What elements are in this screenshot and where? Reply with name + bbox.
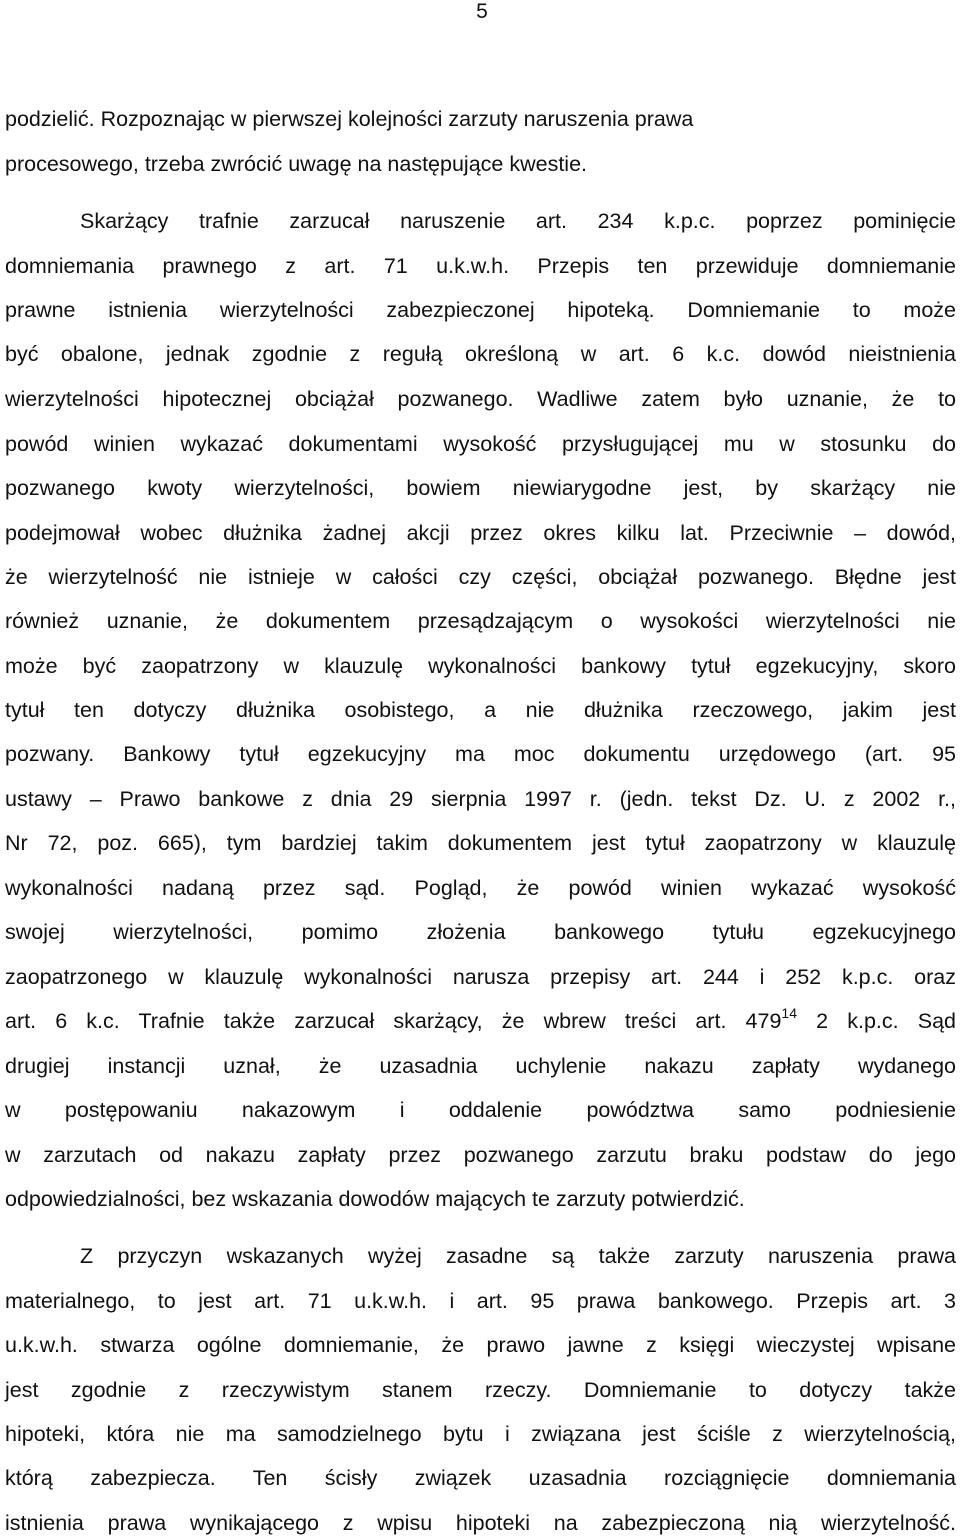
text-line-19: swojej wierzytelności, pomimo złożenia bankowego tytułu egzekucyjnego [5, 920, 956, 944]
text-line-17: Nr 72, poz. 665), tym bardziej takim dokumentem jest tytuł zaopatrzony w klauzulę [5, 831, 956, 855]
text-line-18: wykonalności nadaną przez sąd. Pogląd, że powód winien wykazać wysokość [5, 876, 956, 900]
text-line-21-tail: 2 k.p.c. Sąd [797, 1009, 956, 1033]
superscript-14: 14 [781, 1004, 797, 1021]
text-line-24: w zarzutach od nakazu zapłaty przez pozwanego zarzutu braku podstaw do jego [5, 1143, 956, 1167]
text-line-7: wierzytelności hipotecznej obciążał pozwanego. Wadliwe zatem było uznanie, że to [5, 387, 956, 411]
text-line-29: jest zgodnie z rzeczywistym stanem rzeczy. Domniemanie to dotyczy także [5, 1378, 956, 1402]
text-line-10: podejmował wobec dłużnika żadnej akcji przez okres kilku lat. Przeciwnie – dowód, [5, 521, 956, 545]
text-line-23: w postępowaniu nakazowym i oddalenie powództwa samo podniesienie [5, 1098, 956, 1122]
text-line-30: hipoteki, która nie ma samodzielnego bytu i związana jest ściśle z wierzytelnością, [5, 1422, 956, 1446]
text-line-26: Z przyczyn wskazanych wyżej zasadne są także zarzuty naruszenia prawa [80, 1244, 956, 1268]
text-line-15: pozwany. Bankowy tytuł egzekucyjny ma moc dokumentu urzędowego (art. 95 [5, 742, 956, 766]
text-line-8: powód winien wykazać dokumentami wysokość przysługującej mu w stosunku do [5, 432, 956, 456]
text-line-11: że wierzytelność nie istnieje w całości czy części, obciążał pozwanego. Błędne jest [5, 565, 956, 589]
page-number: 5 [476, 0, 488, 23]
text-line-16: ustawy – Prawo bankowe z dnia 29 sierpnia 1997 r. (jedn. tekst Dz. U. z 2002 r., [5, 787, 956, 811]
text-line-20: zaopatrzonego w klauzulę wykonalności narusza przepisy art. 244 i 252 k.p.c. oraz [5, 965, 956, 989]
text-line-31: którą zabezpiecza. Ten ścisły związek uzasadnia rozciągnięcie domniemania [5, 1466, 956, 1490]
text-line-14: tytuł ten dotyczy dłużnika osobistego, a nie dłużnika rzeczowego, jakim jest [5, 698, 956, 722]
text-line-28: u.k.w.h. stwarza ogólne domniemanie, że prawo jawne z księgi wieczystej wpisane [5, 1333, 956, 1357]
text-line-2: procesowego, trzeba zwrócić uwagę na następujące kwestie. [5, 152, 588, 176]
text-line-3: Skarżący trafnie zarzucał naruszenie art. 234 k.p.c. poprzez pominięcie [80, 209, 956, 233]
text-line-4: domniemania prawnego z art. 71 u.k.w.h. Przepis ten przewiduje domniemanie [5, 254, 956, 278]
text-line-32: istnienia prawa wynikającego z wpisu hipoteki na zabezpieczoną nią wierzytelność. [5, 1511, 956, 1535]
text-line-1: podzielić. Rozpoznając w pierwszej kolejności zarzuty naruszenia prawa [5, 107, 694, 131]
text-line-27: materialnego, to jest art. 71 u.k.w.h. i art. 95 prawa bankowego. Przepis art. 3 [5, 1289, 956, 1313]
text-line-5: prawne istnienia wierzytelności zabezpieczonej hipoteką. Domniemanie to może [5, 298, 956, 322]
text-line-12: również uznanie, że dokumentem przesądzającym o wysokości wierzytelności nie [5, 609, 956, 633]
text-line-21-main: art. 6 k.c. Trafnie także zarzucał skarżący, że wbrew treści art. 479 [5, 1009, 782, 1033]
text-line-9: pozwanego kwoty wierzytelności, bowiem niewiarygodne jest, by skarżący nie [5, 476, 956, 500]
text-line-21 [5, 1004, 956, 1034]
text-line-25: odpowiedzialności, bez wskazania dowodów mających te zarzuty potwierdzić. [5, 1187, 745, 1211]
text-line-22: drugiej instancji uznał, że uzasadnia uchylenie nakazu zapłaty wydanego [5, 1054, 956, 1078]
text-line-13: może być zaopatrzony w klauzulę wykonalności bankowy tytuł egzekucyjny, skoro [5, 654, 956, 678]
text-line-6: być obalone, jednak zgodnie z regułą określoną w art. 6 k.c. dowód nieistnienia [5, 342, 956, 366]
